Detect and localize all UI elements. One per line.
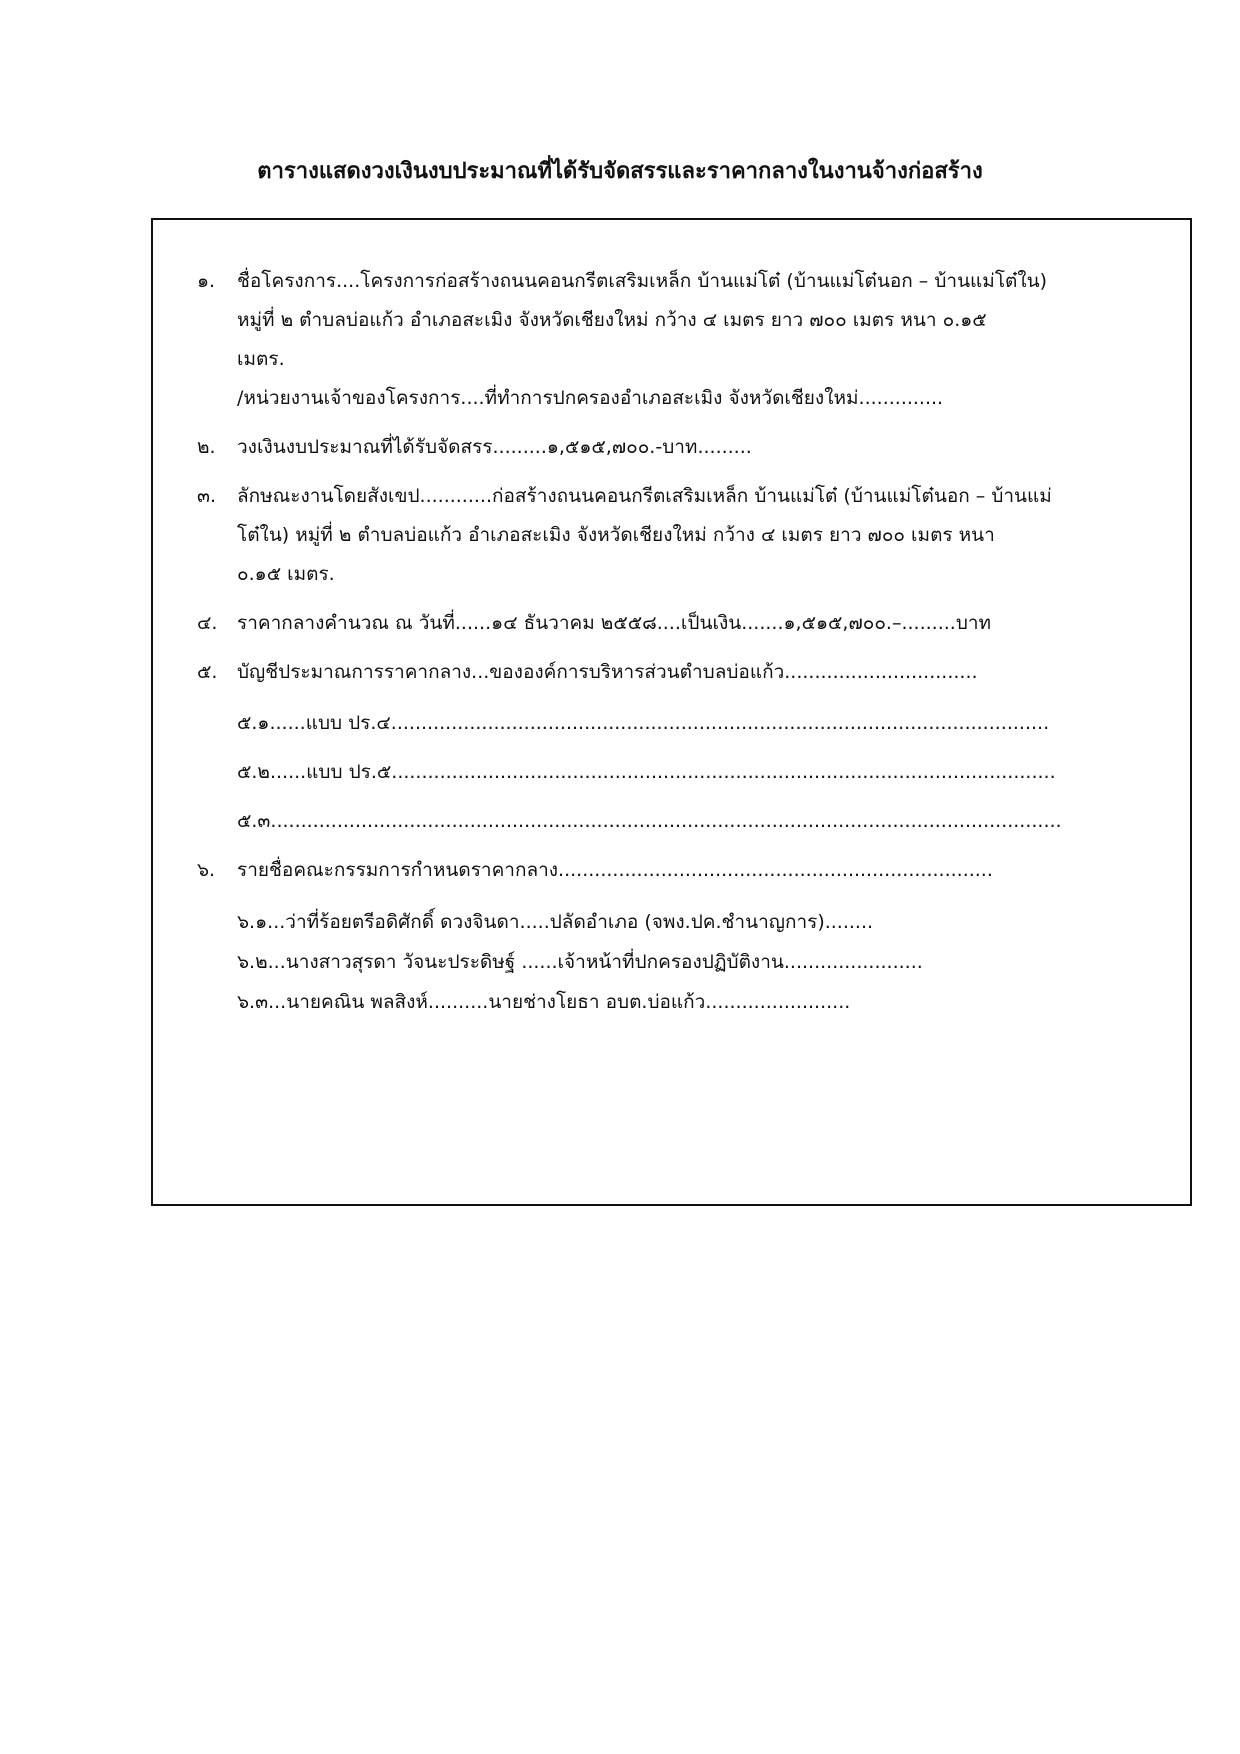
item-line: บัญชีประมาณการราคากลาง...ขององค์การบริหารส่วนตำบลบ่อแก้ว................................ (237, 661, 978, 683)
item-number: ๓. (197, 485, 217, 507)
item-2 (197, 428, 1177, 467)
item-6 (197, 851, 1177, 890)
item-line: ๐.๑๕ เมตร. (237, 563, 335, 585)
sub-item-5-2: ๕.๒......แบบ ปร.๕.............................................................................................................. (237, 761, 1056, 783)
item-line: ราคากลางคำนวณ ณ วันที่......๑๔ ธันวาคม ๒๕๕๘....เป็นเงิน.......๑,๕๑๕,๗๐๐.–.........บาท (237, 612, 992, 634)
item-5 (197, 653, 1177, 692)
item-4 (197, 604, 1177, 643)
item-number: ๕. (197, 661, 218, 683)
item-line: วงเงินงบประมาณที่ได้รับจัดสรร.........๑,๕๑๕,๗๐๐.-บาท......... (237, 436, 752, 458)
item-line: รายชื่อคณะกรรมการกำหนดราคากลาง........................................................................ (237, 859, 993, 881)
item-line: ลักษณะงานโดยสังเขป............ก่อสร้างถนนคอนกรีตเสริมเหล็ก บ้านแม่โต๋ (บ้านแม่โต๋นอก – บ้านแม่ (237, 485, 1052, 507)
item-3 (197, 477, 1177, 594)
page-title: ตารางแสดงวงเงินงบประมาณที่ได้รับจัดสรรและราคากลางในงานจ้างก่อสร้าง (257, 159, 983, 184)
document-frame (151, 218, 1192, 1206)
item-number: ๒. (197, 436, 216, 458)
item-line: เมตร. (237, 348, 285, 370)
committee-member-1: ๖.๑...ว่าที่ร้อยตรีอดิศักดิ์ ดวงจินดา.....ปลัดอำเภอ (จพง.ปค.ชำนาญการ)........ (237, 911, 874, 933)
item-line: โต๋ใน) หมู่ที่ ๒ ตำบลบ่อแก้ว อำเภอสะเมิง จังหวัดเชียงใหม่ กว้าง ๔ เมตร ยาว ๗๐๐ เมตร หนา (237, 524, 995, 546)
item-line: ชื่อโครงการ....โครงการก่อสร้างถนนคอนกรีตเสริมเหล็ก บ้านแม่โต๋ (บ้านแม่โต๋นอก – บ้านแม่โต๋ใน) (237, 270, 1048, 292)
item-1 (197, 262, 1177, 418)
committee-member-2: ๖.๒...นางสาวสุรดา วัจนะประดิษฐ์ ......เจ้าหน้าที่ปกครองปฏิบัติงาน....................... (237, 951, 923, 973)
sub-item-5-3: ๕.๓................................................................................................................................... (237, 810, 1062, 832)
item-line: หมู่ที่ ๒ ตำบลบ่อแก้ว อำเภอสะเมิง จังหวัดเชียงใหม่ กว้าง ๔ เมตร ยาว ๗๐๐ เมตร หนา ๐.๑๕ (237, 309, 987, 331)
sub-item-5-1: ๕.๑......แบบ ปร.๔............................................................................................................. (237, 712, 1050, 734)
item-line: /หน่วยงานเจ้าของโครงการ....ที่ทำการปกครองอำเภอสะเมิง จังหวัดเชียงใหม่.............. (237, 387, 944, 409)
document-content (197, 262, 1177, 1022)
committee-member-3: ๖.๓...นายคณิน พลสิงห์..........นายช่างโยธา อบต.บ่อแก้ว........................ (237, 991, 851, 1013)
item-number: ๑. (197, 270, 216, 292)
item-number: ๔. (197, 612, 218, 634)
item-number: ๖. (197, 859, 216, 881)
